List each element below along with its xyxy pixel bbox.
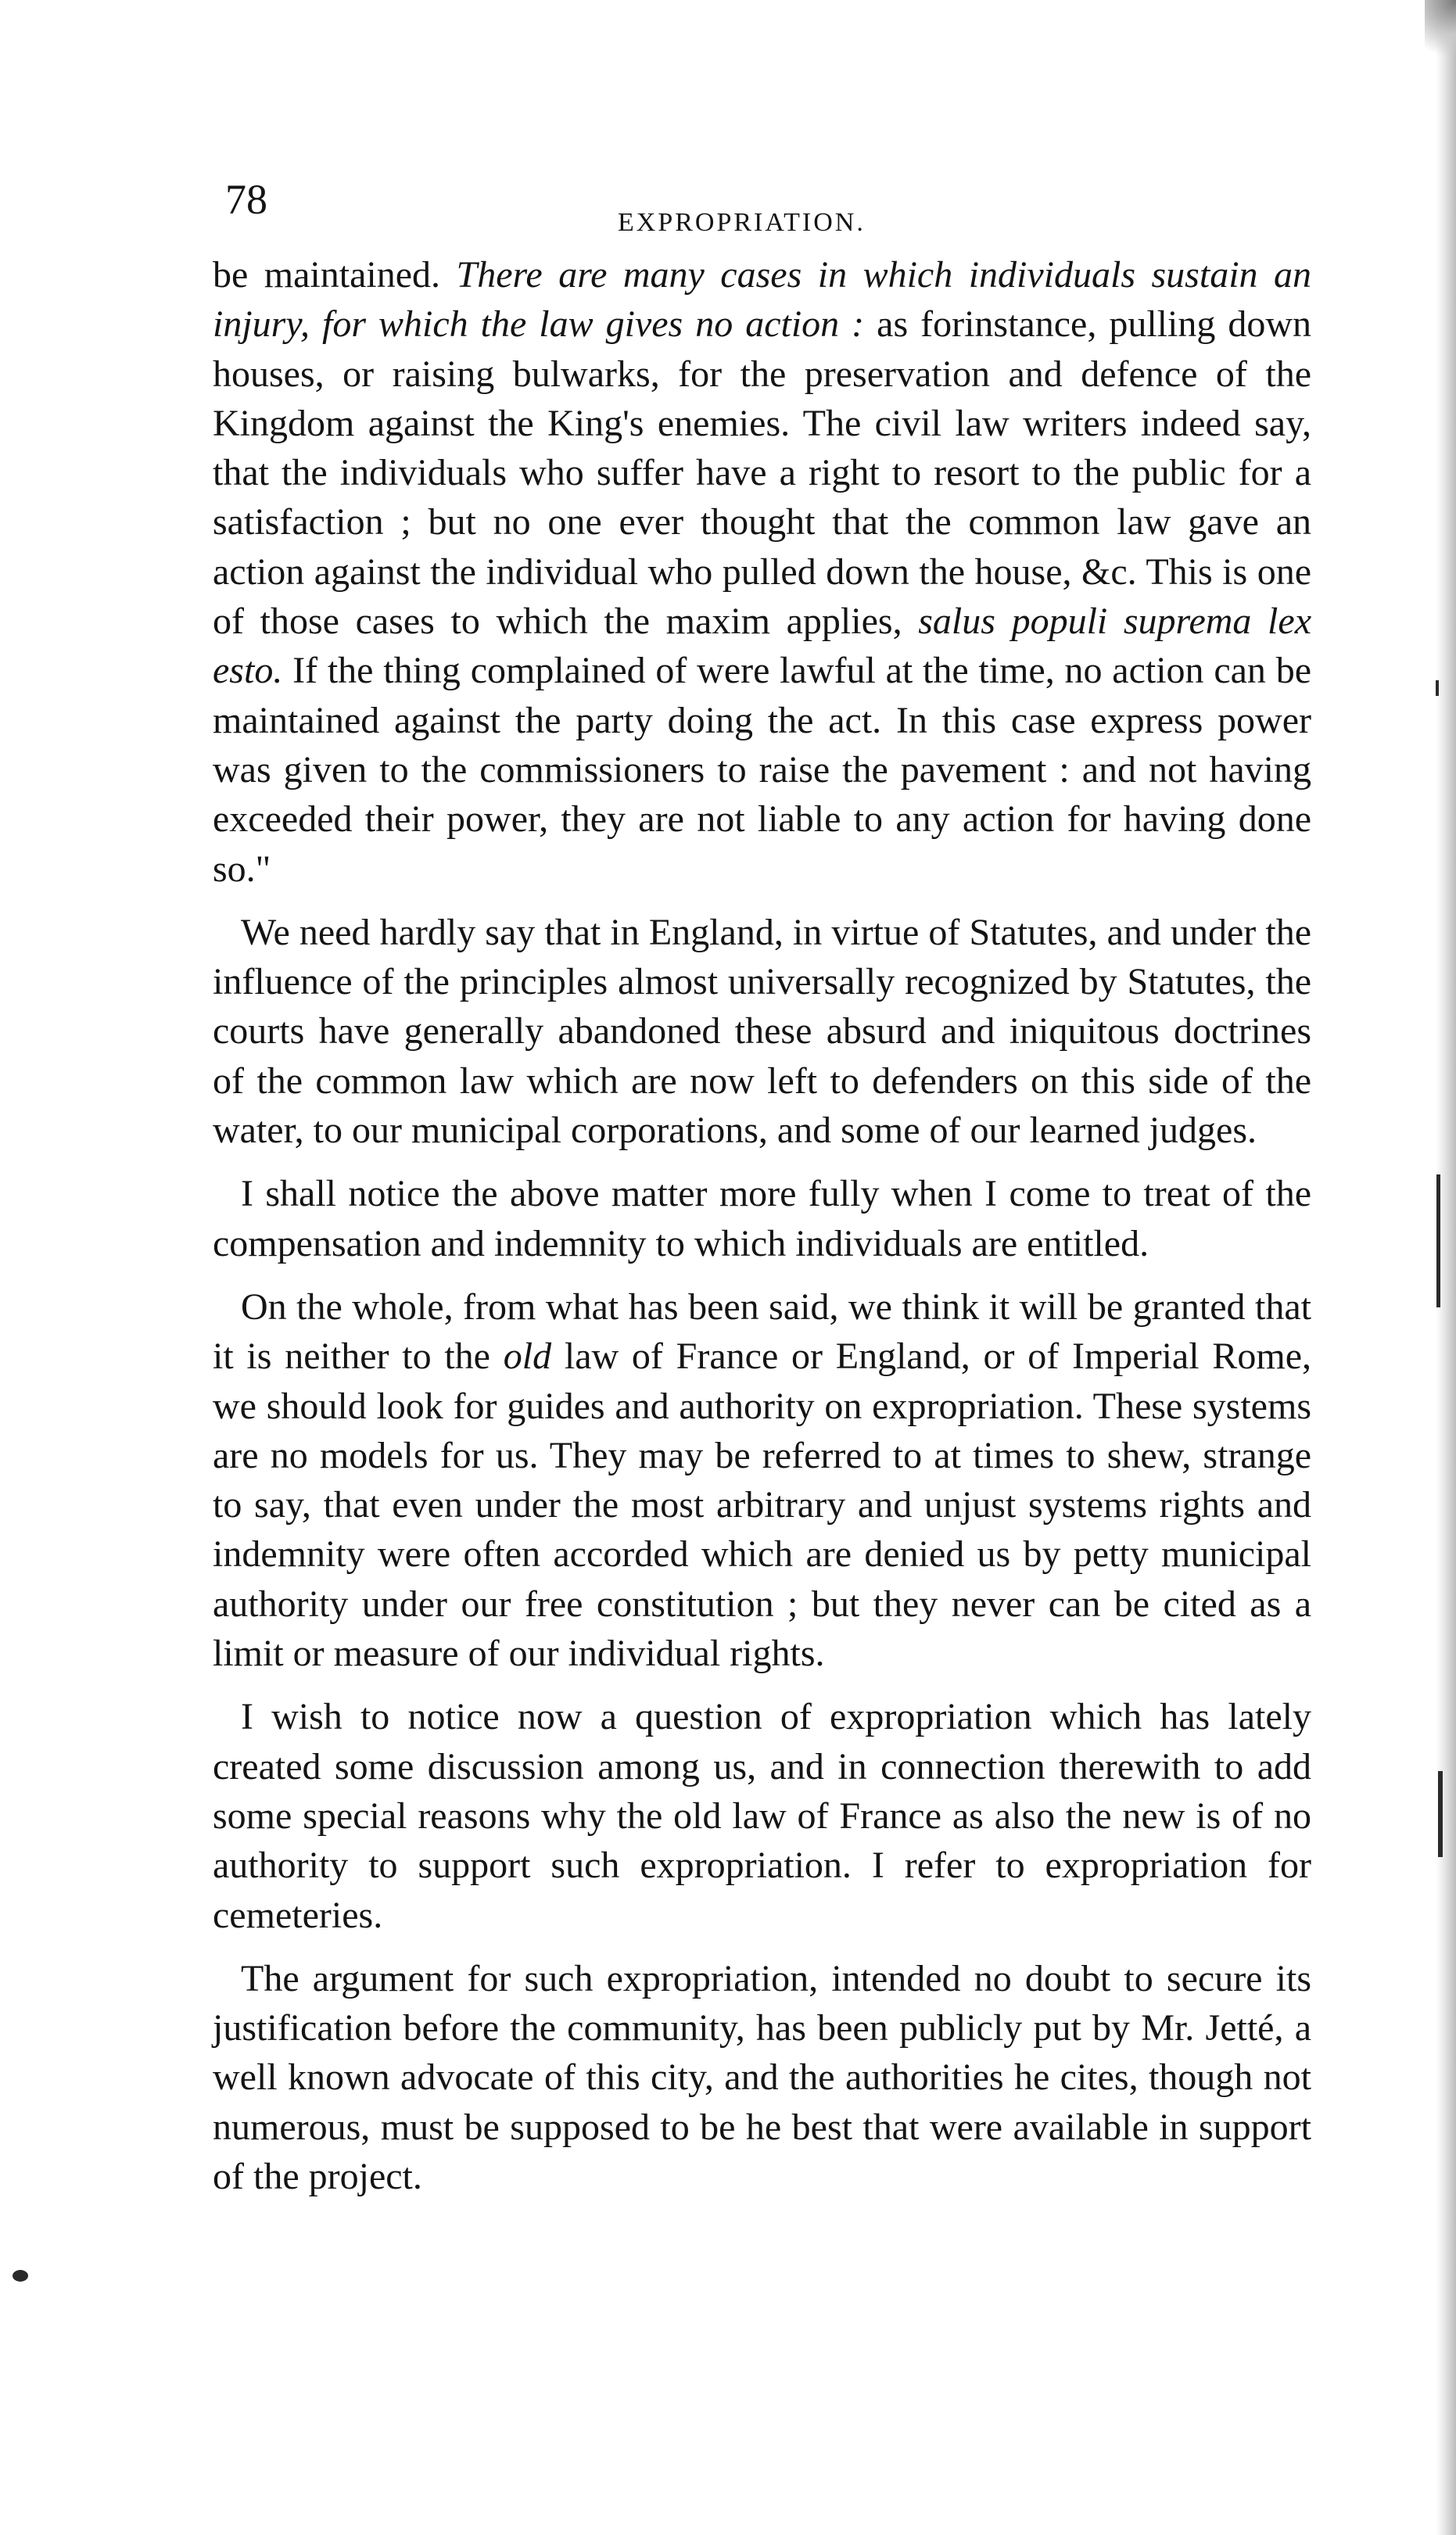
- margin-line-mark: [1436, 680, 1439, 696]
- text-run: If the thing complained of were lawful at the time, no action can be maintained against the party doing the act. In this case express power was given to the commissioners to raise the pavement : and not having exceeded their power, they are not liable to any action for having done so.": [213, 650, 1311, 890]
- paragraph: [213, 250, 1311, 894]
- body-text: [213, 250, 1311, 2215]
- margin-line-mark: [1438, 1771, 1443, 1857]
- ink-blot: [13, 2270, 28, 2282]
- paragraph: [213, 1282, 1311, 1678]
- text-run: The argument for such expropriation, intended no doubt to secure its justification before the community, has been publicly put by Mr. Jetté, a well known advocate of this city, and the authorities he cites, though not numerous, must be supposed to be he best that were available in support of the project.: [213, 1957, 1311, 2197]
- italic-text: salus populi suprema lex esto.: [213, 601, 1312, 692]
- paragraph: [213, 1954, 1311, 2201]
- text-run: On the whole, from what has been said, we think it will be granted that it is neither to the: [213, 1285, 1311, 1378]
- text-run: as forinstance, pulling down houses, or raising bulwarks, for the preservation and defence of the Kingdom against the King's enemies. The civil law writers indeed say, that the individuals who suffer have a right to resort to the public for a satisfaction ; but no one ever thought that the common law gave an action against the individual who pulled down the house, &c. This is one of those cases to which the maxim applies,: [213, 303, 1311, 643]
- paragraph: [213, 1169, 1311, 1268]
- text-run: We need hardly say that in England, in virtue of Statutes, and under the influence of the principles almost universally recognized by Statutes, the courts have generally abandoned these absurd and iniquitous doctrines of the common law which are now left to defenders on this side of the water, to our municipal corporations, and some of our learned judges.: [213, 911, 1311, 1152]
- page-corner-shadow: [1425, 0, 1456, 70]
- page-number: 78: [225, 176, 267, 223]
- text-run: law of France or England, or of Imperial Rome, we should look for guides and authority on expropriation. These systems are no models for us. They may be referred to at times to shew, strange to say, that even under the most arbitrary and unjust systems rights and indemnity were often accorded which are denied us by petty municipal authority under our free constitution ; but they never can be cited as a limit or measure of our individual rights.: [213, 1336, 1311, 1675]
- italic-text: old: [503, 1336, 552, 1378]
- text-run: be maintained.: [213, 254, 457, 296]
- running-head: EXPROPRIATION.: [618, 208, 866, 237]
- text-run: I wish to notice now a question of expropriation which has lately created some discussion among us, and in connection therewith to add some special reasons why the old law of France as also the new is of no authority to support such expropriation. I refer to expropriation for cemeteries.: [213, 1696, 1311, 1936]
- margin-line-mark: [1436, 1174, 1440, 1307]
- paragraph: [213, 1692, 1311, 1939]
- italic-text: There are many cases in which individuals sustain an injury, for which the law gives no action :: [213, 254, 1311, 346]
- text-run: I shall notice the above matter more fully when I come to treat of the compensation and indemnity to which individuals are entitled.: [213, 1173, 1311, 1264]
- paragraph: [213, 908, 1311, 1155]
